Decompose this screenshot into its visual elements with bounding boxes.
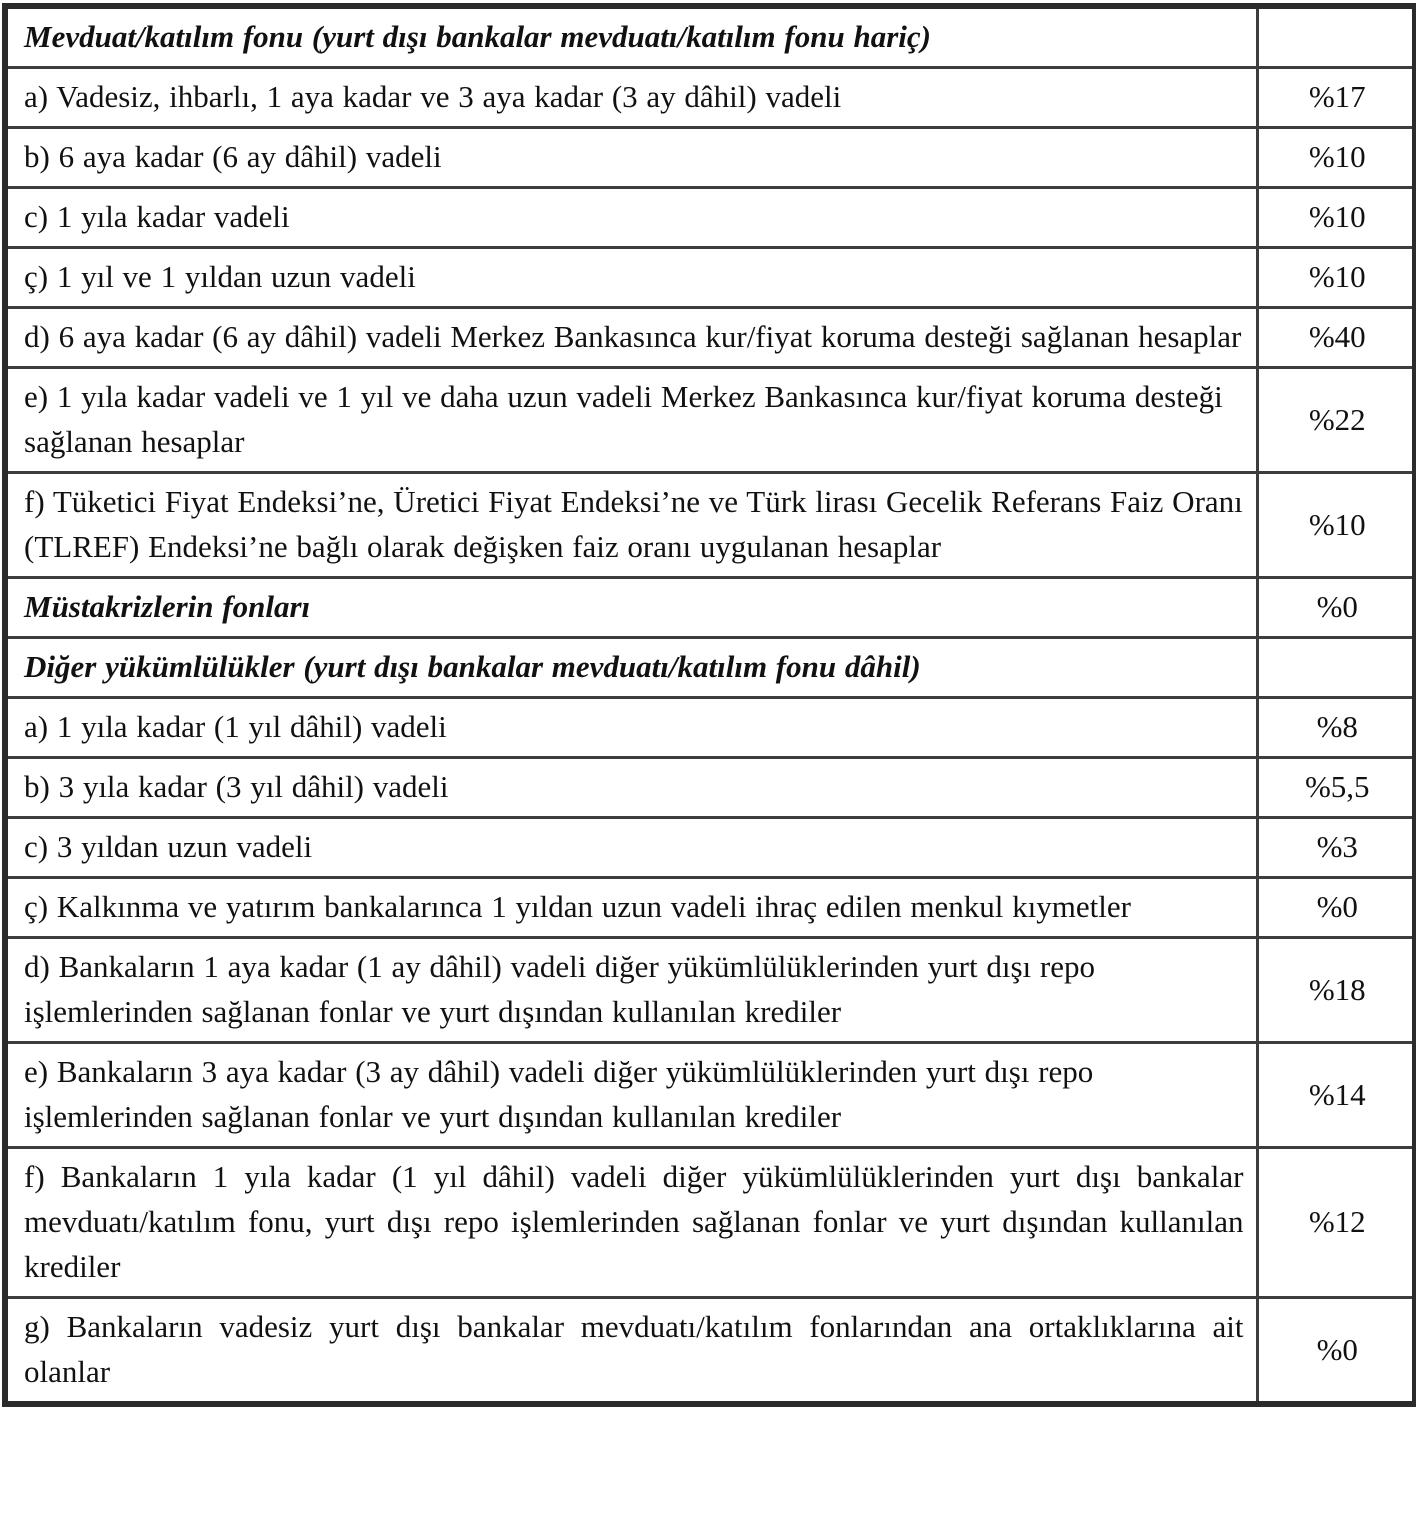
- row-rate: %0: [1257, 578, 1415, 638]
- table-row: [5, 308, 1415, 368]
- row-rate: %10: [1257, 473, 1415, 578]
- row-rate: %22: [1257, 368, 1415, 473]
- row-rate: %5,5: [1257, 758, 1415, 818]
- row-rate: %10: [1257, 248, 1415, 308]
- row-label: d) 6 aya kadar (6 ay dâhil) vadeli Merkez Bankasınca kur/fiyat koruma desteği sağlanan hesaplar: [5, 308, 1257, 368]
- table-row: [5, 188, 1415, 248]
- row-label: Diğer yükümlülükler (yurt dışı bankalar mevduatı/katılım fonu dâhil): [5, 638, 1257, 698]
- table-row: [5, 68, 1415, 128]
- row-rate: %10: [1257, 188, 1415, 248]
- table-row: [5, 878, 1415, 938]
- table-row: [5, 818, 1415, 878]
- row-label: a) 1 yıla kadar (1 yıl dâhil) vadeli: [5, 698, 1257, 758]
- row-label: c) 3 yıldan uzun vadeli: [5, 818, 1257, 878]
- table-row-section-other-liabilities: [5, 638, 1415, 698]
- row-rate: %40: [1257, 308, 1415, 368]
- table-row: [5, 758, 1415, 818]
- row-rate: %10: [1257, 128, 1415, 188]
- row-label: ç) 1 yıl ve 1 yıldan uzun vadeli: [5, 248, 1257, 308]
- table-row: [5, 698, 1415, 758]
- row-label: d) Bankaların 1 aya kadar (1 ay dâhil) vadeli diğer yükümlülüklerinden yurt dışı repo işlemlerinden sağlanan fonlar ve yurt dışından kullanılan krediler: [5, 938, 1257, 1043]
- row-label: f) Tüketici Fiyat Endeksi’ne, Üretici Fiyat Endeksi’ne ve Türk lirası Gecelik Referans Faiz Oranı (TLREF) Endeksi’ne bağlı olarak değişken faiz oranı uygulanan hesaplar: [5, 473, 1257, 578]
- row-rate: [1257, 638, 1415, 698]
- table-row: [5, 938, 1415, 1043]
- table-row: [5, 473, 1415, 578]
- row-rate: [1257, 6, 1415, 68]
- row-label: Müstakrizlerin fonları: [5, 578, 1257, 638]
- row-label: b) 6 aya kadar (6 ay dâhil) vadeli: [5, 128, 1257, 188]
- row-rate: %3: [1257, 818, 1415, 878]
- row-rate: %0: [1257, 878, 1415, 938]
- row-rate: %17: [1257, 68, 1415, 128]
- row-label: c) 1 yıla kadar vadeli: [5, 188, 1257, 248]
- row-label: e) Bankaların 3 aya kadar (3 ay dâhil) vadeli diğer yükümlülüklerinden yurt dışı repo işlemlerinden sağlanan fonlar ve yurt dışından kullanılan krediler: [5, 1043, 1257, 1148]
- row-rate: %18: [1257, 938, 1415, 1043]
- table-row-section-deposits: [5, 6, 1415, 68]
- reserve-requirements-table: [2, 3, 1416, 1407]
- row-label: b) 3 yıla kadar (3 yıl dâhil) vadeli: [5, 758, 1257, 818]
- row-rate: %12: [1257, 1148, 1415, 1298]
- table-row: [5, 128, 1415, 188]
- table-row: [5, 368, 1415, 473]
- table-row: [5, 1043, 1415, 1148]
- row-label: g) Bankaların vadesiz yurt dışı bankalar mevduatı/katılım fonlarından ana ortaklıklarına ait olanlar: [5, 1298, 1257, 1405]
- row-rate: %0: [1257, 1298, 1415, 1405]
- table-row: [5, 1148, 1415, 1298]
- table-row: [5, 248, 1415, 308]
- row-rate: %14: [1257, 1043, 1415, 1148]
- row-label: Mevduat/katılım fonu (yurt dışı bankalar mevduatı/katılım fonu hariç): [5, 6, 1257, 68]
- row-rate: %8: [1257, 698, 1415, 758]
- row-label: ç) Kalkınma ve yatırım bankalarınca 1 yıldan uzun vadeli ihraç edilen menkul kıymetler: [5, 878, 1257, 938]
- row-label: a) Vadesiz, ihbarlı, 1 aya kadar ve 3 aya kadar (3 ay dâhil) vadeli: [5, 68, 1257, 128]
- row-label: f) Bankaların 1 yıla kadar (1 yıl dâhil) vadeli diğer yükümlülüklerinden yurt dışı bankalar mevduatı/katılım fonu, yurt dışı repo işlemlerinden sağlanan fonlar ve yurt dışından kullanılan krediler: [5, 1148, 1257, 1298]
- table-row-section-borrower-funds: [5, 578, 1415, 638]
- row-label: e) 1 yıla kadar vadeli ve 1 yıl ve daha uzun vadeli Merkez Bankasınca kur/fiyat koruma desteği sağlanan hesaplar: [5, 368, 1257, 473]
- table-row: [5, 1298, 1415, 1405]
